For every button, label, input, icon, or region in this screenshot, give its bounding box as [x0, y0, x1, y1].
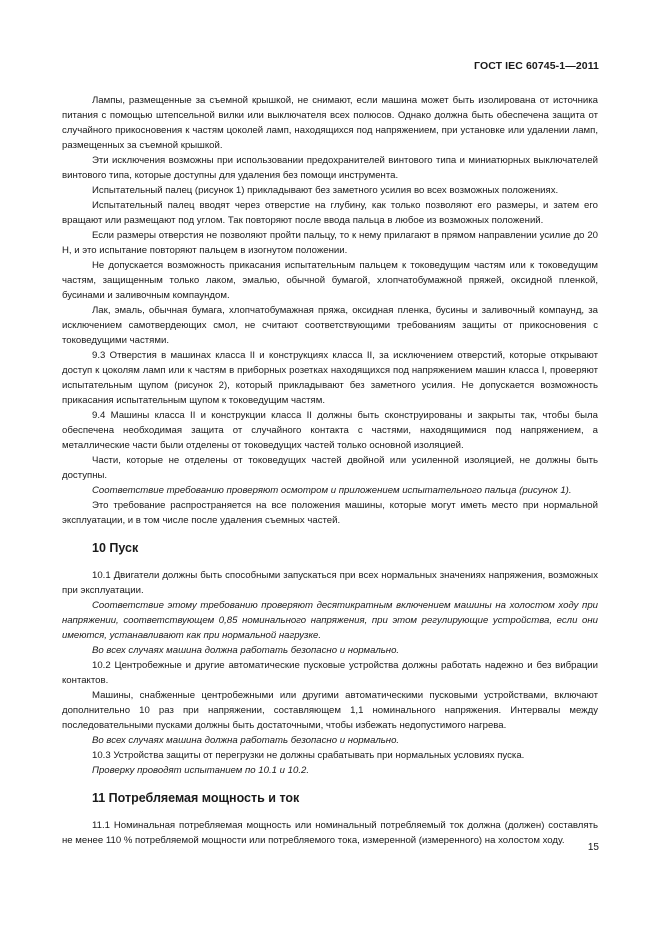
standard-id-header: ГОСТ IEC 60745-1—2011 [474, 60, 599, 72]
paragraph-finger-insert: Испытательный палец вводят через отверстие на глубину, как только позволяют его размеры, и затем его вращают или размещают под углом. Так повторяют после ввода пальца в любое из возможных положений. [62, 200, 598, 226]
paragraph-9-3: 9.3 Отверстия в машинах класса II и конструкциях класса II, за исключением отверстий, которые открывают доступ к цоколям ламп или к частям в приборных розетках находящихся под напряжением машин класса I, проверяют испытательным щупом (рисунок 2), который прикладывают без заметного усилия. Не допускается возможность прикасания испытательным щупом к токоведущим частям. [62, 350, 598, 406]
page-body [62, 93, 598, 848]
paragraph-finger-force: Если размеры отверстия не позволяют пройти пальцу, то к нему прилагают в прямом направлении усилие до 20 Н, и это испытание повторяют пальцем в изогнутом положении. [62, 230, 598, 256]
paragraph-10-1: 10.1 Двигатели должны быть способными запускаться при всех нормальных значениях напряжения, возможных при эксплуатации. [62, 570, 598, 596]
paragraph-no-contact: Не допускается возможность прикасания испытательным пальцем к токоведущим частям или к токоведущим частям, защищенным только лаком, эмалью, обычной бумагой, хлопчатобумажной пряжей, оксидной пленкой, бусинами и заливочным компаундом. [62, 260, 598, 301]
compliance-10-2-safe: Во всех случаях машина должна работать безопасно и нормально. [92, 735, 400, 746]
paragraph-parts: Части, которые не отделены от токоведущих частей двойной или усиленной изоляцией, не должны быть доступны. [62, 455, 598, 481]
paragraph-test-finger: Испытательный палец (рисунок 1) прикладывают без заметного усилия во всех возможных положениях. [92, 185, 559, 196]
compliance-10-1: Соответствие этому требованию проверяют десятикратным включением машины на холостом ходу при напряжении, соответствующем 0,85 номинального напряжения, при этом регулирующие устройства, если они имеются, устанавливают как при нормальной нагрузке. [62, 600, 598, 641]
compliance-10-3: Проверку проводят испытанием по 10.1 и 10.2. [92, 765, 309, 776]
compliance-10-1-safe: Во всех случаях машина должна работать безопасно и нормально. [92, 645, 400, 656]
paragraph-10-2-machines: Машины, снабженные центробежными или другими автоматическими пусковыми устройствами, включают дополнительно 10 раз при напряжении, составляющем 1,1 номинального напряжения. Интервалы между последовательными пусками должны быть достаточными, чтобы избежать недопустимого нагрева. [62, 690, 598, 731]
paragraph-10-3: 10.3 Устройства защиты от перегрузки не должны срабатывать при нормальных условиях пуска. [92, 750, 525, 761]
paragraph-9-4: 9.4 Машины класса II и конструкции класса II должны быть сконструированы и закрыты так, чтобы была обеспечена необходимая защита от случайного контакта с частями, находящимися под напряжением, а металлические части были отделены от токоведущих частей только основной изоляцией. [62, 410, 598, 451]
paragraph-exceptions: Эти исключения возможны при использовании предохранителей винтового типа и миниатюрных выключателей винтового типа, которые доступны для удаления без помощи инструмента. [62, 155, 598, 181]
paragraph-11-1: 11.1 Номинальная потребляемая мощность или номинальный потребляемый ток должна (должен) составлять не менее 110 % потребляемой мощности или потребляемого тока, измеренной (измеренного) на холостом ходу. [62, 820, 598, 846]
compliance-9: Соответствие требованию проверяют осмотром и приложением испытательного пальца (рисунок 1). [92, 485, 572, 496]
paragraph-9-last: Это требование распространяется на все положения машины, которые могут иметь место при нормальной эксплуатации, и в том числе после удаления съемных частей. [62, 500, 598, 526]
paragraph-10-2: 10.2 Центробежные и другие автоматические пусковые устройства должны работать надежно и без вибрации контактов. [62, 660, 598, 686]
paragraph-lacquer: Лак, эмаль, обычная бумага, хлопчатобумажная пряжа, оксидная пленка, бусины и заливочный компаунд, за исключением самотвердеющих смол, не считают соответствующими требованиям защиты от прикосновения с токоведущими частями. [62, 305, 598, 346]
page-number: 15 [587, 842, 599, 853]
paragraph-lamps: Лампы, размещенные за съемной крышкой, не снимают, если машина может быть изолирована от источника питания с помощью штепсельной вилки или выключателя всех полюсов. Однако должна быть обеспечена защита от случайного прикосновения к частям цоколей ламп, находящихся под напряжением, при установке или удалении ламп, размещенных за съемной крышкой. [62, 95, 598, 151]
section-11-heading: 11 Потребляемая мощность и ток [92, 791, 300, 805]
section-10-heading: 10 Пуск [92, 541, 139, 555]
